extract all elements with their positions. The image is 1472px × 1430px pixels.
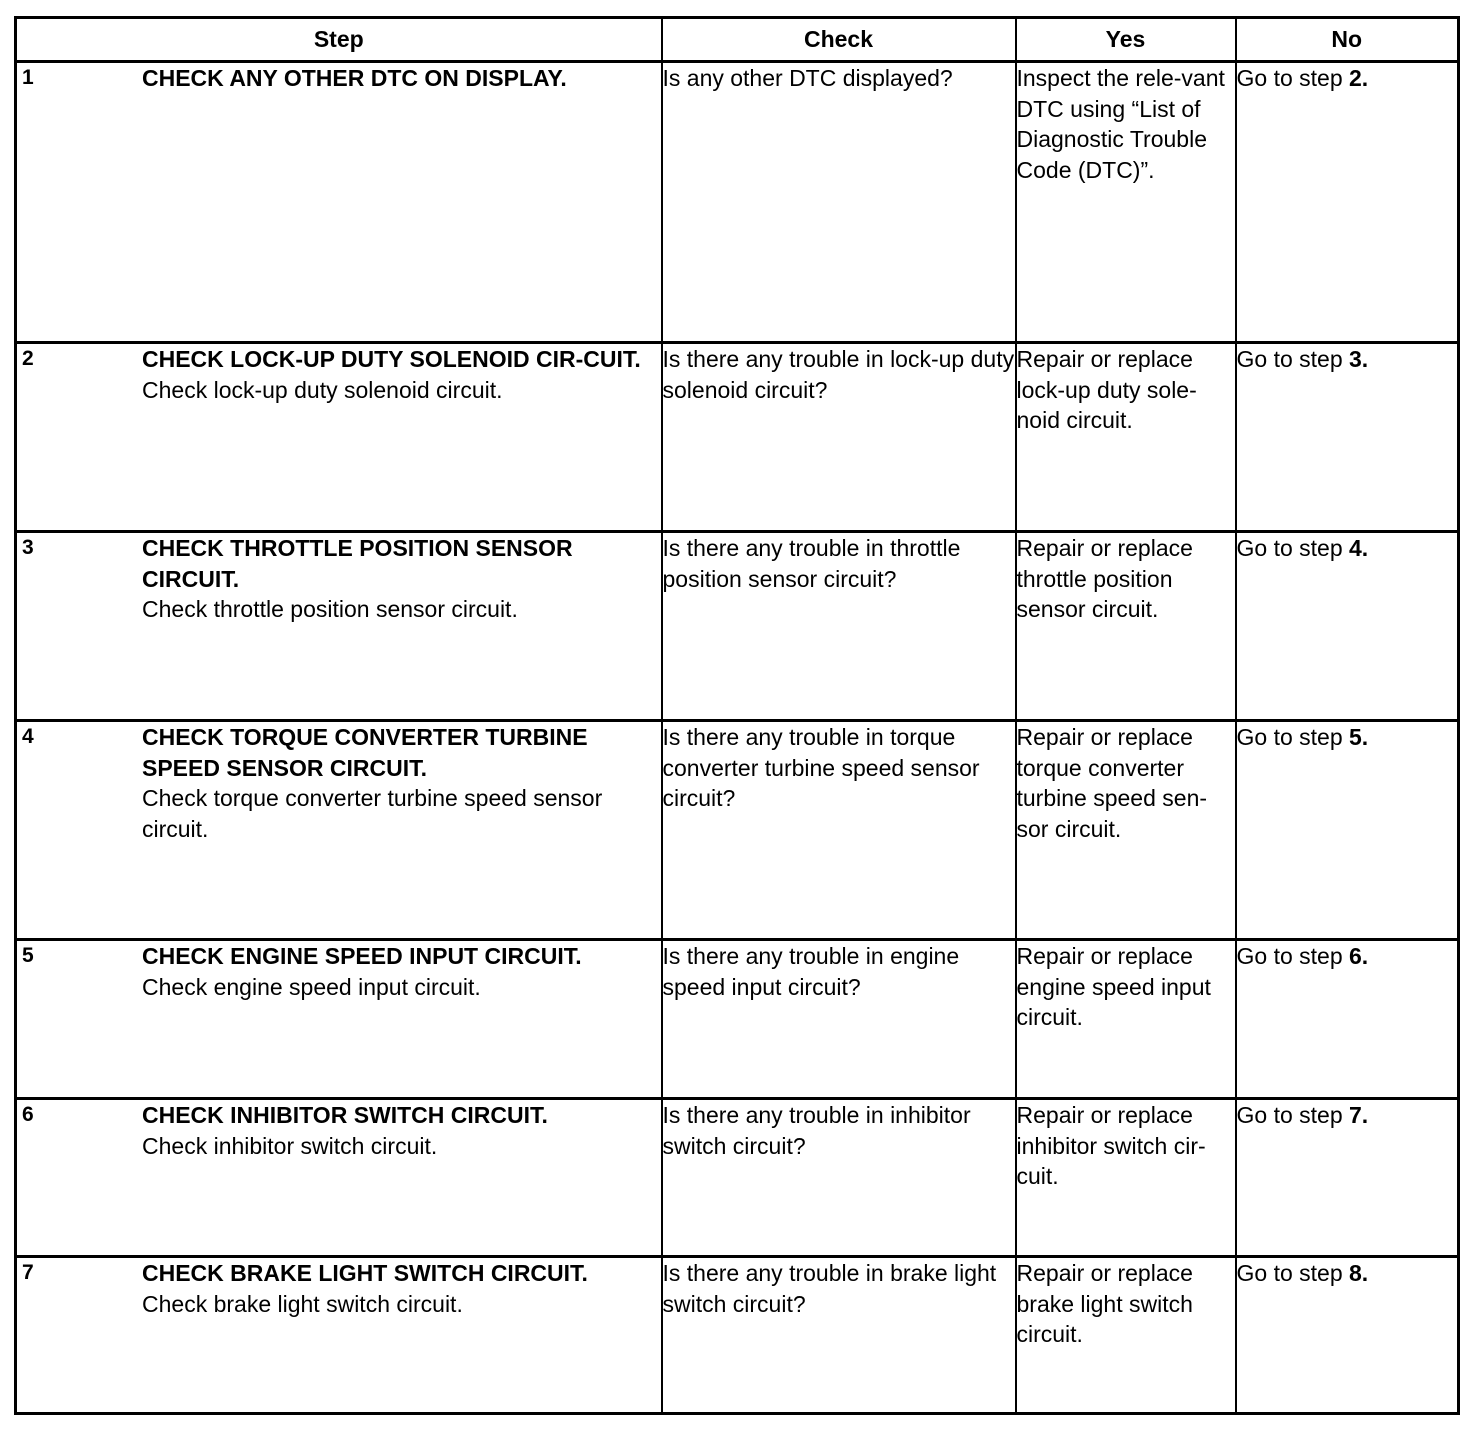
- step-description: Check engine speed input circuit.: [142, 973, 481, 1000]
- no-prefix: Go to step: [1236, 943, 1343, 969]
- no-prefix: Go to step: [1236, 724, 1343, 750]
- yes-cell: Repair or replace engine speed input circuit.: [1016, 940, 1236, 1099]
- header-yes: Yes: [1016, 18, 1236, 62]
- step-cell: [16, 1099, 662, 1257]
- check-cell: Is there any trouble in lock-up duty solenoid circuit?: [662, 343, 1016, 532]
- no-step-ref: 4.: [1349, 535, 1369, 561]
- table-row-step-7: [16, 1257, 1459, 1414]
- step-number: 2: [22, 347, 34, 370]
- no-step-ref: 5.: [1349, 724, 1369, 750]
- step-title: CHECK BRAKE LIGHT SWITCH CIRCUIT.: [142, 1260, 588, 1286]
- yes-cell: Repair or replace lock-up duty sole-noid circuit.: [1016, 343, 1236, 532]
- check-cell: Is there any trouble in brake light switch circuit?: [662, 1257, 1016, 1414]
- step-cell: [16, 721, 662, 940]
- yes-cell: Repair or replace inhibitor switch cir-cuit.: [1016, 1099, 1236, 1257]
- table-row-step-3: [16, 532, 1459, 721]
- no-prefix: Go to step: [1236, 65, 1343, 91]
- yes-cell: Repair or replace throttle position sensor circuit.: [1016, 532, 1236, 721]
- yes-cell: Repair or replace brake light switch circuit.: [1016, 1257, 1236, 1414]
- no-cell: [1236, 721, 1459, 940]
- step-number: 1: [22, 66, 34, 89]
- no-step-ref: 7.: [1349, 1102, 1369, 1128]
- yes-cell: Repair or replace torque converter turbine speed sen-sor circuit.: [1016, 721, 1236, 940]
- step-description: Check lock-up duty solenoid circuit.: [142, 376, 503, 403]
- table-row-step-2: [16, 343, 1459, 532]
- check-cell: Is there any trouble in engine speed input circuit?: [662, 940, 1016, 1099]
- step-title: CHECK INHIBITOR SWITCH CIRCUIT.: [142, 1102, 548, 1128]
- step-number: 4: [22, 725, 34, 748]
- no-step-ref: 3.: [1349, 346, 1369, 372]
- table-row-step-6: [16, 1099, 1459, 1257]
- step-title: CHECK ANY OTHER DTC ON DISPLAY.: [142, 65, 567, 91]
- step-cell: [16, 1257, 662, 1414]
- step-number: 3: [22, 536, 34, 559]
- no-cell: [1236, 62, 1459, 343]
- step-number: 6: [22, 1103, 34, 1126]
- check-cell: Is there any trouble in inhibitor switch circuit?: [662, 1099, 1016, 1257]
- diagnostic-table: [14, 16, 1460, 1415]
- no-cell: [1236, 532, 1459, 721]
- no-step-ref: 8.: [1349, 1260, 1369, 1286]
- step-title: CHECK LOCK-UP DUTY SOLENOID CIR-CUIT.: [142, 346, 641, 372]
- table-row-step-1: [16, 62, 1459, 343]
- no-prefix: Go to step: [1236, 535, 1343, 561]
- step-title: CHECK TORQUE CONVERTER TURBINE SPEED SENSOR CIRCUIT.: [142, 724, 588, 781]
- no-cell: [1236, 1257, 1459, 1414]
- step-number: 5: [22, 944, 34, 967]
- no-cell: [1236, 1099, 1459, 1257]
- no-step-ref: 6.: [1349, 943, 1369, 969]
- header-check: Check: [662, 18, 1016, 62]
- table-row-step-5: [16, 940, 1459, 1099]
- yes-cell: Inspect the rele-vant DTC using “List of Diagnostic Trouble Code (DTC)”.: [1016, 62, 1236, 343]
- step-cell: [16, 62, 662, 343]
- no-prefix: Go to step: [1236, 1260, 1343, 1286]
- step-cell: [16, 343, 662, 532]
- no-cell: [1236, 343, 1459, 532]
- check-cell: Is there any trouble in throttle position sensor circuit?: [662, 532, 1016, 721]
- check-cell: Is there any trouble in torque converter turbine speed sensor circuit?: [662, 721, 1016, 940]
- no-prefix: Go to step: [1236, 1102, 1343, 1128]
- step-cell: [16, 940, 662, 1099]
- no-prefix: Go to step: [1236, 346, 1343, 372]
- step-description: Check torque converter turbine speed sensor circuit.: [142, 785, 603, 842]
- no-step-ref: 2.: [1349, 65, 1369, 91]
- step-description: Check throttle position sensor circuit.: [142, 596, 518, 622]
- no-cell: [1236, 940, 1459, 1099]
- step-title: CHECK ENGINE SPEED INPUT CIRCUIT.: [142, 943, 582, 969]
- table-row-step-4: [16, 721, 1459, 940]
- step-number: 7: [22, 1261, 34, 1284]
- step-cell: [16, 532, 662, 721]
- header-no: No: [1236, 18, 1459, 62]
- header-row: [16, 18, 1459, 62]
- step-title: CHECK THROTTLE POSITION SENSOR CIRCUIT.: [142, 535, 573, 592]
- step-description: Check brake light switch circuit.: [142, 1290, 463, 1317]
- header-step: Step: [16, 18, 662, 62]
- check-cell: Is any other DTC displayed?: [662, 62, 1016, 343]
- step-description: Check inhibitor switch circuit.: [142, 1132, 438, 1159]
